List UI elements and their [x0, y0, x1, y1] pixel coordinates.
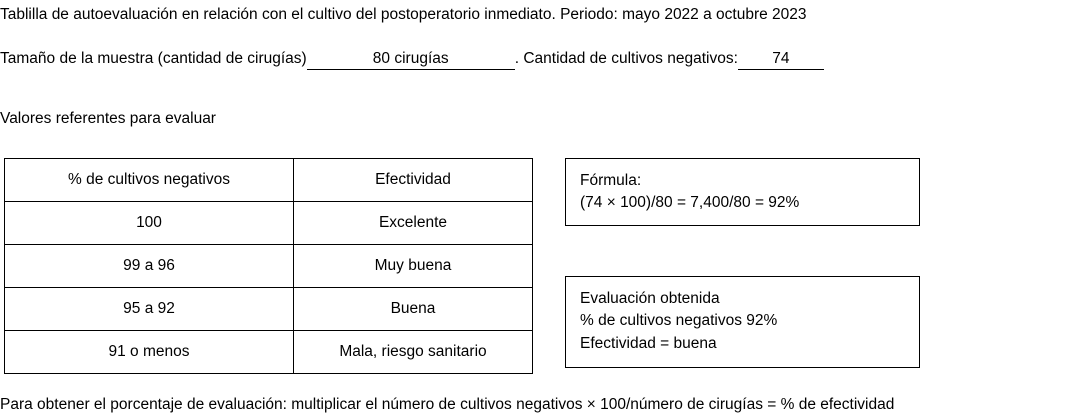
table-cell: 95 a 92: [5, 288, 294, 331]
table-cell: 91 o menos: [5, 331, 294, 374]
sample-size-value: 80 cirugías: [307, 50, 515, 70]
values-heading: Valores referentes para evaluar: [0, 110, 216, 127]
table-cell: 100: [5, 202, 294, 245]
table-cell: Buena: [294, 288, 533, 331]
table-row: [5, 159, 533, 202]
sample-size-label: Tamaño de la muestra (cantidad de cirugías): [0, 50, 307, 67]
formula-expression: (74 × 100)/80 = 7,400/80 = 92%: [580, 194, 800, 212]
footer-note: Para obtener el porcentaje de evaluación: multiplicar el número de cultivos negativos × 100/número de cirugías = % de efectividad: [0, 396, 895, 413]
sample-size-line: [0, 50, 824, 70]
table-header-cell: % de cultivos negativos: [5, 159, 294, 202]
formula-label: Fórmula:: [580, 172, 642, 189]
result-heading: Evaluación obtenida: [580, 290, 720, 307]
table-row: [5, 331, 533, 374]
negative-cultures-value: 74: [738, 50, 824, 70]
table-cell: Mala, riesgo sanitario: [294, 331, 533, 374]
formula-box: [565, 158, 920, 226]
reference-table: [4, 158, 533, 374]
result-box: [565, 276, 920, 368]
table-row: [5, 245, 533, 288]
result-percentage: % de cultivos negativos 92%: [580, 312, 778, 330]
result-effectiveness: Efectividad = buena: [580, 334, 717, 352]
table-cell: 99 a 96: [5, 245, 294, 288]
table-cell: Muy buena: [294, 245, 533, 288]
table-header-cell: Efectividad: [294, 159, 533, 202]
table-row: [5, 202, 533, 245]
table-cell: Excelente: [294, 202, 533, 245]
negative-cultures-label: . Cantidad de cultivos negativos:: [514, 50, 738, 67]
page-title: Tablilla de autoevaluación en relación con el cultivo del postoperatorio inmediato. Periodo: mayo 2022 a octubre 2023: [0, 6, 807, 23]
table-row: [5, 288, 533, 331]
